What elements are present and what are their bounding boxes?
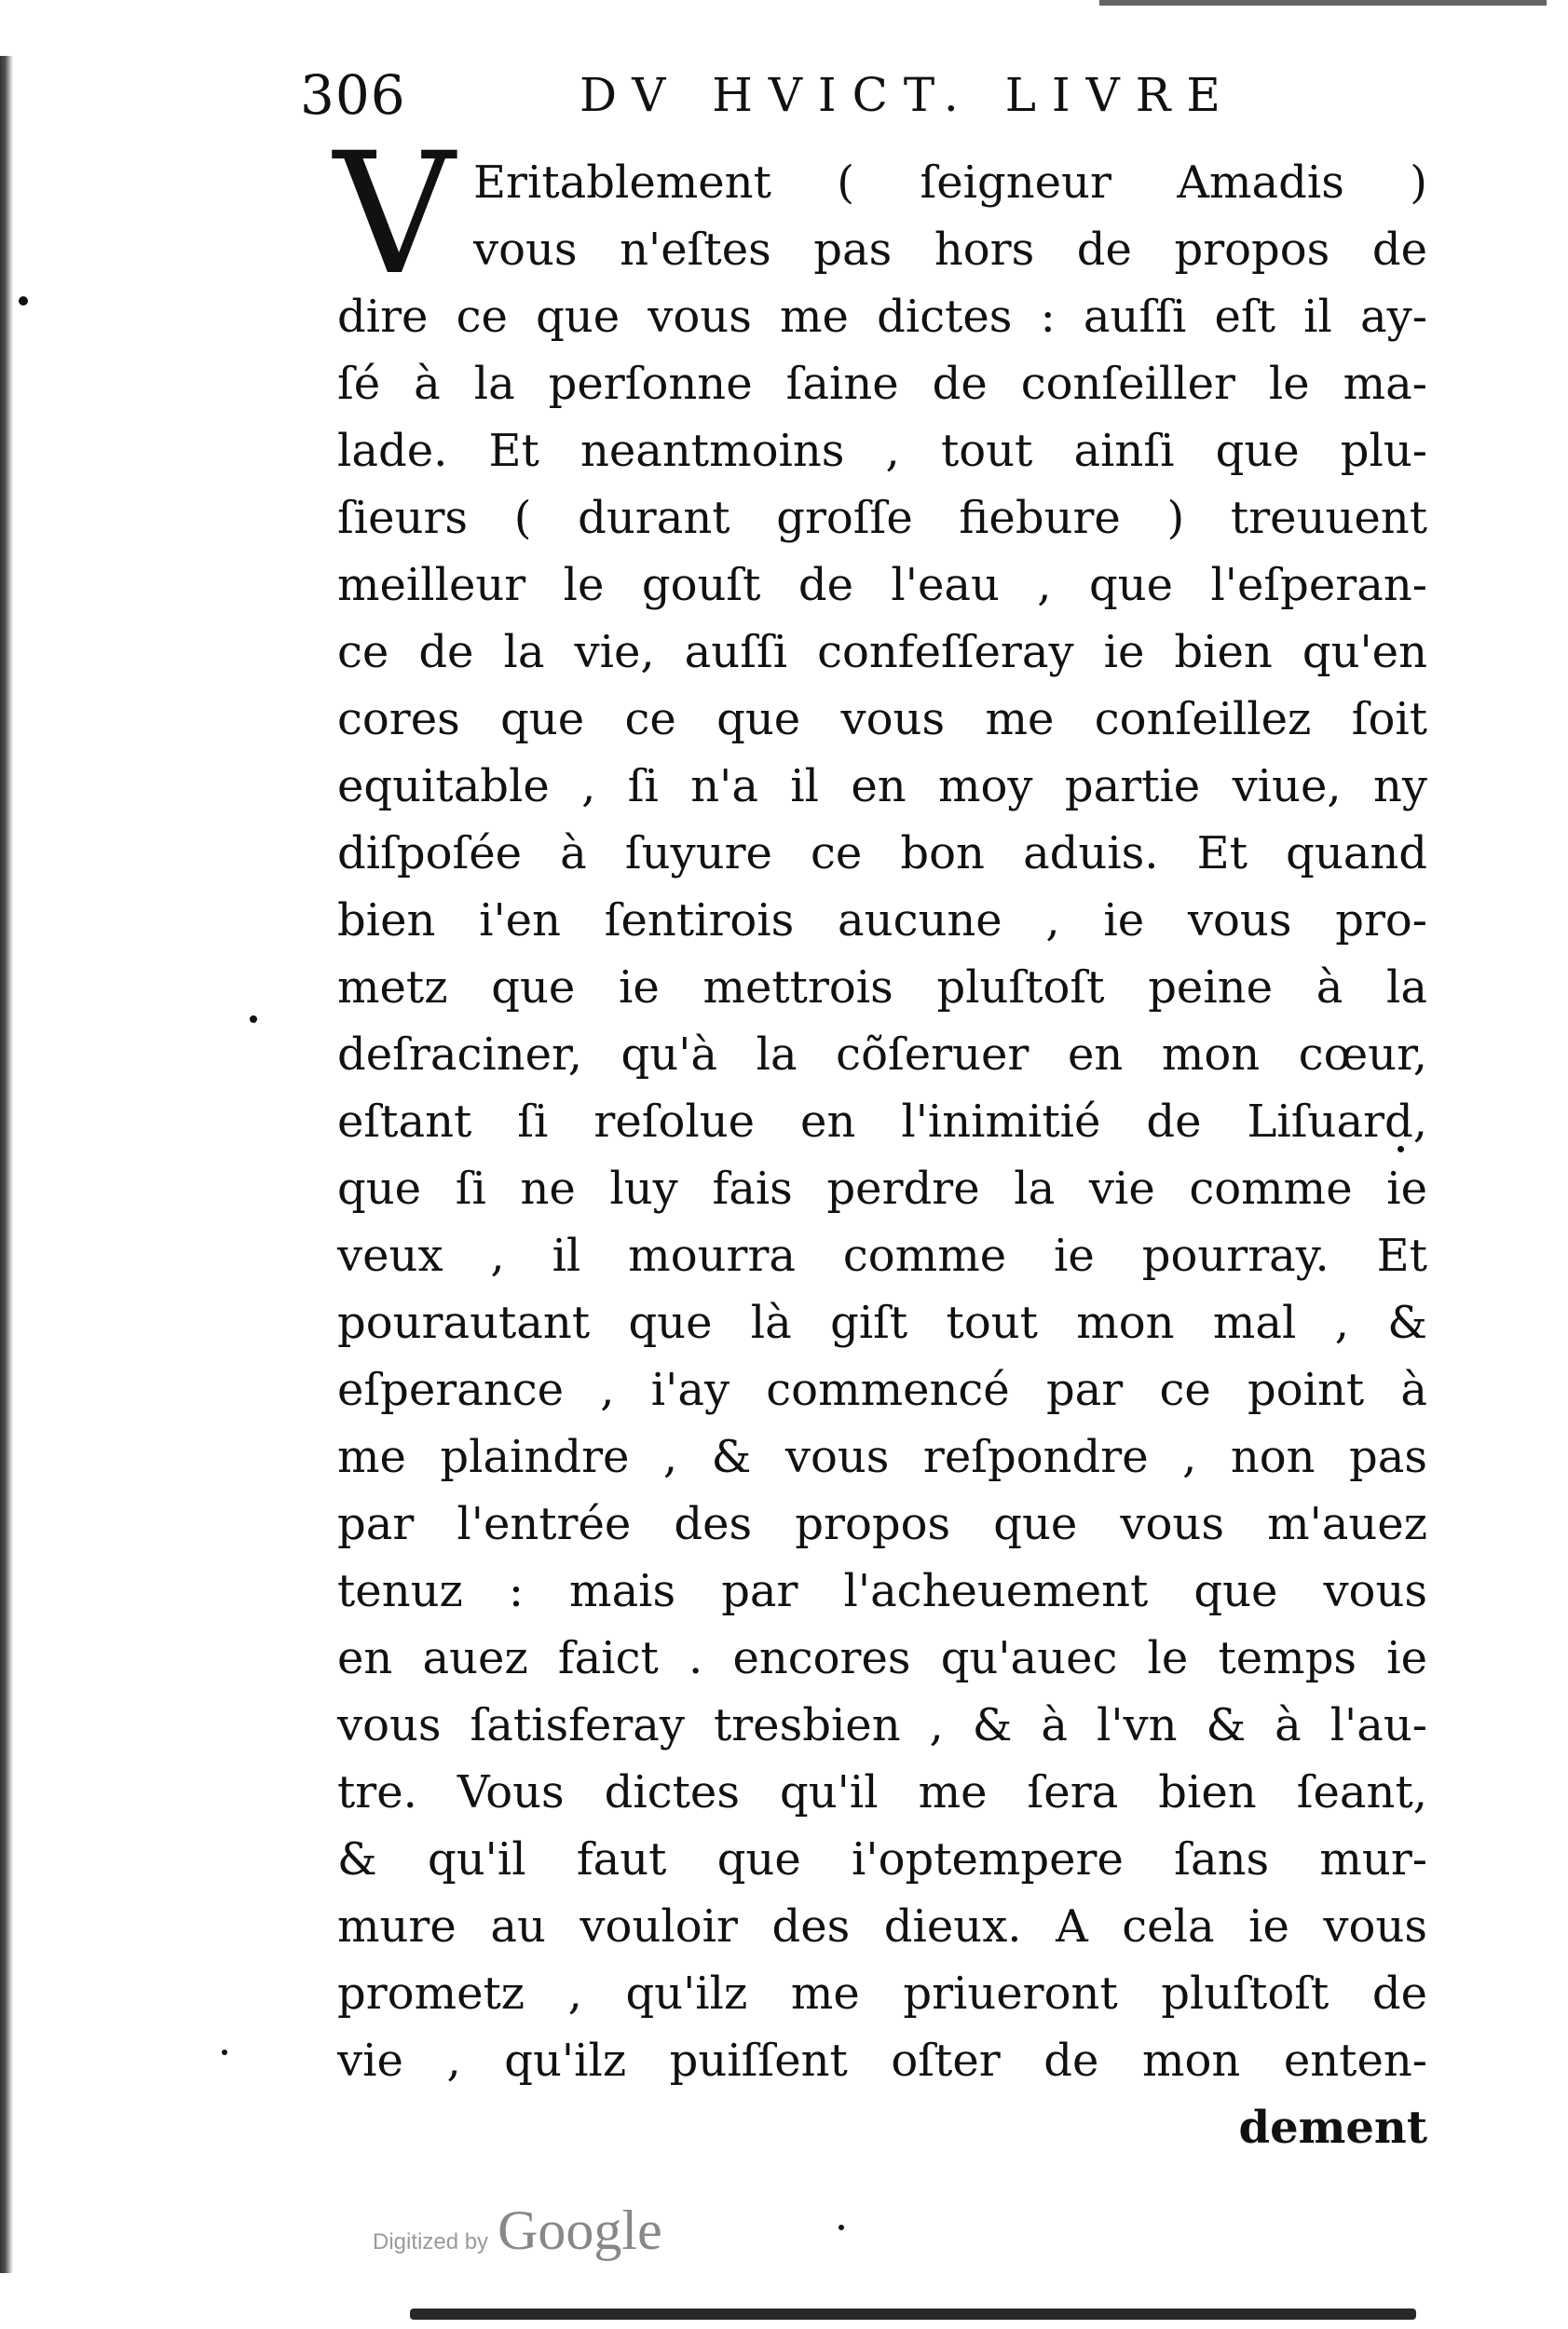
text-line: meilleur le gouſt de l'eau , que l'eſperan- bbox=[337, 559, 1427, 611]
text-line: ce de la vie, auſſi confeſſeray ie bien qu'en bbox=[337, 626, 1427, 678]
drop-cap: V bbox=[334, 117, 455, 312]
page-number: 306 bbox=[300, 63, 406, 127]
text-line: vous ſatisferay tresbien , & à l'vn & à l'au- bbox=[337, 1699, 1427, 1751]
text-line: dire ce que vous me dictes : auſſi eſt il ay- bbox=[337, 291, 1427, 343]
text-line: bien i'en ſentirois aucune , ie vous pro- bbox=[337, 894, 1427, 947]
google-logo: Google bbox=[498, 2200, 662, 2261]
ink-speck bbox=[222, 2050, 227, 2055]
text-line: veux , il mourra comme ie pourray. Et bbox=[337, 1230, 1427, 1282]
text-line: vie , qu'ilz puiſſent oſter de mon enten- bbox=[337, 2035, 1427, 2087]
text-line: deſraciner, qu'à la cõſeruer en mon cœur, bbox=[337, 1028, 1427, 1081]
text-line: tenuz : mais par l'acheuement que vous bbox=[337, 1565, 1427, 1617]
catchword: dement bbox=[1238, 2102, 1427, 2154]
text-line: ſé à la perſonne ſaine de conſeiller le ma- bbox=[337, 358, 1427, 410]
digitized-by-watermark bbox=[373, 2199, 662, 2263]
text-line: & qu'il faut que i'optempere ſans mur- bbox=[337, 1833, 1427, 1886]
body-text bbox=[334, 117, 1427, 2161]
text-line: metz que ie mettrois pluſtoſt peine à la bbox=[337, 961, 1427, 1014]
text-line: eſtant ſi reſolue en l'inimitié de Liſuard, bbox=[337, 1096, 1427, 1148]
text-line: en auez faict . encores qu'auec le temps ie bbox=[337, 1632, 1427, 1684]
text-line: prometz , qu'ilz me priueront pluſtoſt de bbox=[337, 1968, 1427, 2020]
page-gutter-shadow bbox=[0, 56, 13, 2273]
ink-speck bbox=[839, 2225, 844, 2230]
watermark-prefix: Digitized by bbox=[373, 2229, 489, 2254]
text-line: vous n'eſtes pas hors de propos de bbox=[473, 224, 1427, 276]
text-line: cores que ce que vous me conſeillez ſoit bbox=[337, 693, 1427, 745]
text-line: Eritablement ( ſeigneur Amadis ) bbox=[473, 157, 1427, 209]
text-line: que ſi ne luy fais perdre la vie comme ie bbox=[337, 1163, 1427, 1215]
ink-speck bbox=[250, 1015, 257, 1023]
text-line: pourautant que là giſt tout mon mal , & bbox=[337, 1297, 1427, 1349]
text-line: me plaindre , & vous reſpondre , non pas bbox=[337, 1431, 1427, 1483]
text-line: diſpoſée à ſuyure ce bon aduis. Et quand bbox=[337, 827, 1427, 879]
text-line: tre. Vous dictes qu'il me ſera bien ſeant, bbox=[337, 1766, 1427, 1818]
text-line: ſieurs ( durant groſſe fiebure ) treuuent bbox=[337, 492, 1427, 544]
text-line: mure au vouloir des dieux. A cela ie vous bbox=[337, 1900, 1427, 1953]
text-line: lade. Et neantmoins , tout ainſi que plu- bbox=[337, 425, 1427, 477]
ink-speck bbox=[19, 296, 28, 306]
text-line: par l'entrée des propos que vous m'auez bbox=[337, 1498, 1427, 1550]
text-line: equitable , ſi n'a il en moy partie viue, ny bbox=[337, 760, 1427, 812]
top-edge-rule bbox=[1099, 0, 1547, 6]
text-line: eſperance , i'ay commencé par ce point à bbox=[337, 1364, 1427, 1416]
running-head: DV HVICT. LIVRE bbox=[579, 68, 1236, 122]
bottom-edge-rule bbox=[410, 2309, 1416, 2320]
